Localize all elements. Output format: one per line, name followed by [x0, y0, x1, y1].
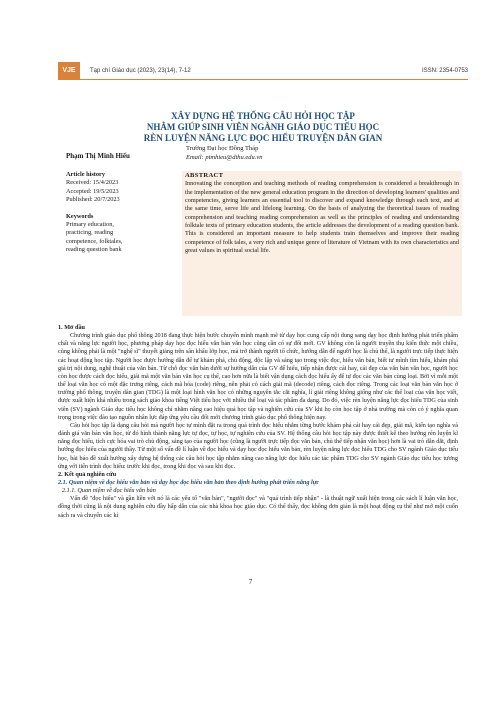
body-paragraph: Câu hỏi học tập là dạng câu hỏi mà người học tự mình đặt ra trong quá trình đọc hiểu nhằm từng bước khám phá cái hay cái đẹp, giải mã, kiến tạo nghĩa và đánh giá văn bản văn học, từ đó hình thành năng lực tự đọc, tự học, tự nghiên cứu của SV. Hệ thống câu hỏi học tập này được thiết kế theo hướng rèn luyện kĩ năng đọc hiểu, tích cực hóa vai trò chủ động, sáng tạo của người học (cũng là người trực tiếp đọc văn bản, chủ thể tiếp nhận văn học) hơn là vai trò dẫn dắt, định hướng đọc hiểu của người thầy. Từ một số vấn đề lí luận về đọc hiểu và dạy học đọc hiểu văn bản, rèn luyện năng lực đọc hiểu TDG cho SV ngành Giáo dục tiểu học, bài báo đề xuất hướng xây dựng hệ thống các câu hỏi học tập nhằm nâng cao năng lực đọc hiểu các tác phẩm TDG cho SV ngành Giáo dục tiểu học tương ứng với tiến trình đọc hiểu: trước khi đọc, trong khi đọc và sau khi đọc.: [58, 421, 458, 470]
article-body: [58, 324, 458, 520]
keywords-line: reading question bank: [66, 246, 122, 254]
journal-issn: ISSN: 2354-0753: [421, 67, 468, 74]
author-name: Phạm Thị Minh Hiếu: [66, 152, 130, 160]
section-heading-introduction: 1. Mở đầu: [58, 324, 85, 331]
received-date: Received: 15/4/2023: [66, 179, 119, 187]
section-heading-results: 2. Kết quả nghiên cứu: [58, 470, 117, 478]
subsection-heading: 2.1. Quan niệm về đọc hiểu văn bản và dạy học đọc hiểu văn bản theo định hướng phát triển năng lực: [58, 478, 320, 486]
affiliation: Trường Đại học Đồng Tháp: [186, 145, 259, 152]
body-paragraph: Chương trình giáo dục phổ thông 2018 đang thực hiện bước chuyển mình mạnh mẽ từ dạy học cung cấp nội dung sang dạy học định hướng phát triển phẩm chất và năng lực người học, phương pháp dạy học đọc hiểu văn bản văn học cũng cần có sự đổi mới. GV không còn là người truyền thụ kiến thức một chiều, cũng không phải là một "nghệ sĩ" thuyết giảng trên sân khấu lớp học, mà trở thành người tổ chức, hướng dẫn để người học là chủ thể, là người trực tiếp thực hiện các hoạt động học tập. Người học được hướng dẫn để tự khám phá, chủ động, độc lập và sáng tạo trong việc đọc, hiểu văn bản, biết tư mình tìm hiểu, khám phá giá trị nội dung, nghệ thuật của văn bản. Từ chỗ đọc văn bản dưới sự hướng dẫn của GV để hiểu, tiếp nhận được cái hay, cái đẹp của văn bản văn học, người học còn học được cách đọc hiểu, giải mã một văn bản văn học cụ thể, cao hơn nữa là biết vận dụng cách đọc hiểu ấy để tự đọc các văn bản cùng loại. Bởi vì mỗi một thể loại văn học có một đặc trưng riêng, cách mã hóa (code) riêng, nên phải có cách giải mã (decode) riêng, cách đọc riêng. Trong các loại văn bản văn học ở trường phổ thông, truyện dân gian (TDG) là một loại hình văn học có những nguyên tắc cắt nghĩa, lí giải riêng không giống như các thể loại của văn học viết, được xuất hiện khá nhiều trong sách giáo khoa tiếng Việt tiểu học với nhiều thể loại và tác phẩm đa dạng. Do đó, việc rèn luyện năng lực đọc hiểu TDG của sinh viên (SV) ngành Giáo dục tiểu học không chỉ nhằm nâng cao hiệu quả học tập và nghiên cứu của SV khi họ còn học tập ở nhà trường mà còn có ý nghĩa quan trọng trong việc đào tạo nguồn nhân lực đáp ứng yêu cầu đổi mới chương trình giáo dục phổ thông hiện nay.: [58, 332, 458, 421]
keywords-heading: Keywords: [66, 212, 94, 220]
subsubsection-heading: 2.1.1. Quan niệm về đọc hiểu văn bản: [62, 487, 156, 495]
abstract-text: Innovating the conception and teaching methods of reading comprehension is considered a breakthrough in the implementation of the new general education program in the direction of developing learners' qualities and competencies, giving learners an essential tool to discover and expand knowledge through each text, and at the same time, serve life and lifelong learning. On the basis of analyzing the theoretical issues of reading comprehension and teaching reading comprehension as well as the principles of reading and understanding folktale texts of primary education students, the article addresses the development of a reading question bank. This is considered an important measure to help students train themselves and improve their reading competence of folk tales, a very rich and unique genre of literature of Vietnam with its own characteristics and great values in spiritual social life.: [185, 180, 459, 255]
journal-badge: VJE: [58, 62, 80, 79]
body-paragraph: Vấn đề "đọc hiểu" và gần liền với nó là các yếu tố "văn bản", "người đọc" và "quá trình tiếp nhận" - là thuật ngữ xuất hiện trong các sách lí luận văn học, đồng thời cũng là nội dung nghiên cứu đầy hấp dẫn của các nhà khoa học giáo dục. Có thể thấy, đọc không đơn giản là một hoạt động cụ thể như mở một cuốn sách ra và chuyển các kí: [58, 495, 458, 519]
journal-header: [58, 62, 468, 80]
article-info-sidebar: [66, 171, 174, 255]
article-history-heading: Article history: [66, 171, 105, 178]
journal-citation: Tạp chí Giáo dục (2023), 23(14), 7-12: [90, 67, 191, 74]
title-line-2: NHẰM GIÚP SINH VIÊN NGÀNH GIÁO DỤC TIỂU HỌC: [146, 122, 380, 132]
accepted-date: Accepted: 19/5/2023: [66, 187, 119, 195]
abstract-box: [182, 171, 462, 316]
abstract-heading: ABSTRACT: [185, 172, 224, 179]
author-affiliation-block: [186, 145, 263, 162]
published-date: Published: 20/7/2023: [66, 196, 120, 204]
article-title: [58, 111, 468, 144]
title-line-1: XÂY DỰNG HỆ THỐNG CÂU HỎI HỌC TẬP: [171, 111, 355, 121]
page-number: 7: [248, 578, 253, 586]
keywords-line: Primary education,: [66, 221, 114, 229]
author-email: Email: ptmhieu@dthu.edu.vn: [186, 153, 263, 161]
title-line-3: RÈN LUYỆN NĂNG LỰC ĐỌC HIỂU TRUYỆN DÂN GIAN: [143, 133, 383, 143]
keywords-line: practicing, reading: [66, 229, 114, 237]
keywords-line: competence, folktales,: [66, 237, 123, 245]
